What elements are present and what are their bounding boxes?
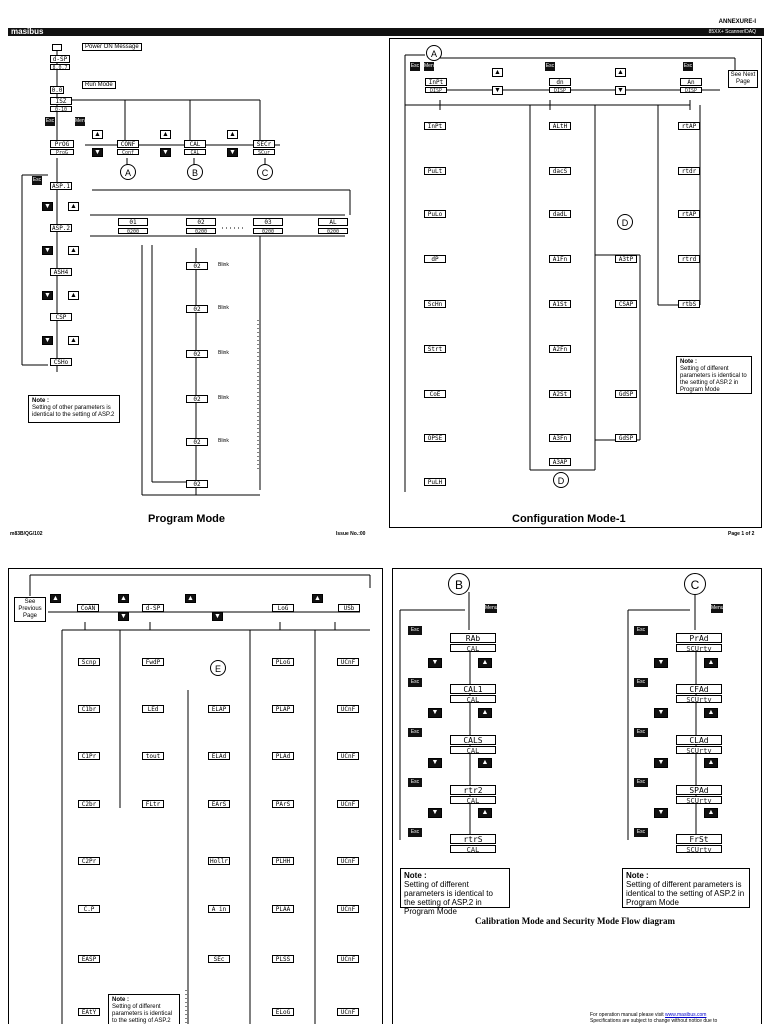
cfg2-col4-item: PLoG [272, 658, 294, 666]
up-key[interactable]: ▲ [50, 594, 61, 603]
down-key[interactable]: ▼ [42, 246, 53, 255]
cfg-col2-item: dacS [549, 167, 571, 175]
channel-03: 03 [253, 218, 283, 226]
cfg2-col4-item: PLHH [272, 857, 294, 865]
channel-al: AL [318, 218, 348, 226]
blink-label: Blink [218, 438, 229, 444]
chain-display: 02 [186, 480, 208, 488]
note-heading: Note : [404, 871, 427, 880]
cfg2-col5-item: UCnF [337, 752, 359, 760]
cfg-sub: DISP [425, 87, 447, 93]
cfg2-col4-item: PLSS [272, 955, 294, 963]
cfg2-col2-item: LEd [142, 705, 164, 713]
run-display: 0.0 [51, 87, 63, 94]
chain-display: 02 [186, 305, 208, 313]
menu-key[interactable]: Menu [75, 118, 88, 124]
blink-label: Blink [218, 262, 229, 268]
esc-key[interactable]: Esc [408, 678, 422, 687]
csho-display: CSHo [50, 358, 72, 366]
dsp-display: d-SP [50, 55, 70, 63]
cfg2-col5-item: UCnF [337, 705, 359, 713]
sec-sub: SCUrty [676, 746, 722, 754]
blink-label: Blink [218, 395, 229, 401]
cfg2-col1-item: C1br [78, 705, 100, 713]
sec-item: PrAd [676, 633, 722, 643]
down-key[interactable]: ▼ [42, 291, 53, 300]
channel-02: 02 [186, 218, 216, 226]
asp2-display: ASP.2 [51, 225, 71, 232]
isz-sub-display: 0-10 [50, 106, 72, 112]
csp-display: CSP [50, 313, 72, 321]
cal-sub: CAL [450, 845, 496, 853]
cfg-col1-item: PuLo [424, 210, 446, 218]
cfg-col3-item: rtbS [678, 300, 700, 308]
cfg-col4-item: A3tP [615, 255, 637, 263]
sec-sub: SCUrty [676, 845, 722, 853]
cfg-col2-item: A1Fn [549, 255, 571, 263]
esc-key[interactable]: Esc [634, 828, 648, 837]
cfg2-col2-item: FLtr [142, 800, 164, 808]
cfg-col1-item: dP [424, 255, 446, 263]
esc-key[interactable]: Esc [634, 626, 648, 635]
sec-sub: SCUrty [676, 695, 722, 703]
blink-label: Blink [218, 350, 229, 356]
program-mode-title: Program Mode [148, 513, 226, 525]
cfg2-col4-item: PLAd [272, 752, 294, 760]
cfg-col4-item: GdSP [615, 390, 637, 398]
up-key[interactable]: ▲ [478, 758, 492, 768]
cfg2-col5-item: UCnF [337, 905, 359, 913]
down-key[interactable]: ▼ [654, 808, 668, 818]
down-key[interactable]: ▼ [654, 658, 668, 668]
connector-d: D [553, 472, 569, 488]
see-next-page-box[interactable]: See Next Page [728, 70, 758, 88]
cfg2-col2-item: tout [142, 752, 164, 760]
cfg2-top-item: LoG [272, 604, 294, 612]
up-key[interactable]: ▲ [185, 594, 196, 603]
cfg2-col5-item: UCnF [337, 955, 359, 963]
cfg-col2-item: A3AP [549, 458, 571, 466]
brand-logo: masibus [11, 27, 44, 36]
esc-key[interactable]: Esc [410, 63, 420, 69]
cfg2-col1-item: Scnp [78, 658, 100, 666]
up-key[interactable]: ▲ [68, 291, 79, 300]
cfg2-col2-item: FwdP [142, 658, 164, 666]
cfg2-col3-item: Hollr [209, 858, 229, 865]
connector-e: E [210, 660, 226, 676]
channel-value: 0200 [253, 228, 283, 234]
cfg2-col4-item: PLAA [272, 905, 294, 913]
cfg2-col4-item: PArS [272, 800, 294, 808]
cfg-an-top: An [680, 78, 702, 86]
prog-display: PrOG [50, 140, 74, 148]
doc-code: m83B/QG/102 [10, 531, 43, 537]
cfg2-col5-item: UCnF [337, 800, 359, 808]
menu-key[interactable]: Menu [424, 63, 437, 69]
esc-key[interactable]: Esc [408, 626, 422, 635]
up-key[interactable]: ▲ [478, 658, 492, 668]
cfg2-col5-item: UCnF [337, 857, 359, 865]
power-on-label: Power ON Message [82, 43, 142, 51]
esc-key[interactable]: Esc [683, 63, 693, 69]
down-key[interactable]: ▼ [654, 708, 668, 718]
connector-a: A [426, 45, 442, 61]
note-body: Setting of different parameters is identical to the setting of ASP.2 in Program Mode [404, 880, 493, 916]
up-key[interactable]: ▲ [478, 708, 492, 718]
ash4-display: ASH4 [50, 268, 72, 276]
note-heading: Note : [112, 997, 129, 1003]
up-key[interactable]: ▲ [704, 658, 718, 668]
cfg2-col1-item: C2Pr [78, 857, 100, 865]
cfg-col1-item: PuLH [424, 478, 446, 486]
cfg-col2-item: ALtH [549, 122, 571, 130]
esc-key[interactable]: Esc [408, 828, 422, 837]
secr-display: SECr [253, 140, 275, 148]
cfg2-col3-item: ELAd [208, 752, 230, 760]
esc-key[interactable]: Esc [545, 63, 555, 69]
sec-item: CLAd [676, 735, 722, 745]
down-key[interactable]: ▼ [212, 612, 223, 621]
note-heading: Note : [32, 398, 49, 404]
cfg2-col1-item: EAtY [78, 1008, 100, 1016]
cfg2-col5-item: UCnF [337, 1008, 359, 1016]
up-key[interactable]: ▲ [68, 246, 79, 255]
chain-display: 02 [186, 395, 208, 403]
cfg2-top-item: CoAN [77, 604, 99, 612]
up-key[interactable]: ▲ [704, 808, 718, 818]
cfg2-col1-item: C2br [78, 800, 100, 808]
cfg-col2-item: dadL [549, 210, 571, 218]
cal-item: rtrS [450, 834, 496, 844]
run-mode-label: Run Mode [82, 81, 116, 89]
cfg-col1-item: InPt [424, 122, 446, 130]
configuration-mode-title: Configuration Mode-1 [512, 513, 626, 525]
up-key[interactable]: ▲ [160, 130, 171, 139]
up-key[interactable]: ▲ [68, 202, 79, 211]
cfg-inpt-top: InPt [425, 78, 447, 86]
cfg-col3-item: rtrd [678, 255, 700, 263]
dsp-sub-display: 8.0.7 [50, 64, 70, 70]
down-key[interactable]: ▼ [428, 808, 442, 818]
calibration-security-title: Calibration Mode and Security Mode Flow diagram [475, 916, 675, 926]
note-body: Setting of different parameters is identical to the setting of ASP.2 in Program Mode [626, 880, 745, 907]
cal-display: CAL [184, 140, 206, 148]
note-body: Setting of other parameters is identical to the setting of ASP.2 [32, 405, 115, 418]
esc-key[interactable]: Esc [45, 118, 55, 124]
note-body: Setting of different parameters is identical to the setting of ASP.2 in Program Mode [680, 366, 747, 393]
asp1-display: ASP.1 [51, 183, 71, 190]
sec-item: CFAd [676, 684, 722, 694]
cfg2-col5-item: UCnF [337, 658, 359, 666]
sec-item: SPAd [676, 785, 722, 795]
esc-key[interactable]: Esc [634, 778, 648, 787]
conf-sub-display: Conf [117, 149, 139, 155]
cal-sub: CAL [450, 644, 496, 652]
up-key[interactable]: ▲ [704, 708, 718, 718]
connector-c: C [684, 573, 706, 595]
note-heading: Note : [626, 871, 649, 880]
cfg2-col4-item: ELoG [272, 1008, 294, 1016]
down-key[interactable]: ▼ [160, 148, 171, 157]
cal-sub: CAL [450, 746, 496, 754]
down-key[interactable]: ▼ [428, 758, 442, 768]
down-key[interactable]: ▼ [42, 202, 53, 211]
esc-key[interactable]: Esc [408, 778, 422, 787]
channel-01: 01 [118, 218, 148, 226]
up-key[interactable]: ▲ [312, 594, 323, 603]
cfg-col2-item: A3Fn [549, 434, 571, 442]
security-note [622, 868, 750, 908]
up-key[interactable]: ▲ [704, 758, 718, 768]
connector-b: B [187, 164, 203, 180]
chain-display: 02 [186, 438, 208, 446]
esc-key[interactable]: Esc [634, 678, 648, 687]
esc-key[interactable]: Esc [634, 728, 648, 737]
cal-sub: CAL [450, 796, 496, 804]
footer-prefix: For operation manual please visit [590, 1012, 666, 1018]
channel-value: 0200 [118, 228, 148, 234]
cfg-col2-item: A1St [549, 300, 571, 308]
connector-b: B [448, 573, 470, 595]
cfg2-col3-item: SEc [208, 955, 230, 963]
cfg-col2-item: A2St [549, 390, 571, 398]
cfg2-col3-item: EArS [208, 800, 230, 808]
connector-d: D [617, 214, 633, 230]
annexure-label: ANNEXURE-I [718, 19, 756, 25]
esc-key[interactable]: Esc [408, 728, 422, 737]
cfg-col1-item: OPSE [424, 434, 446, 442]
cal-item: CAL1 [450, 684, 496, 694]
conf-display: CONF [117, 140, 139, 148]
cfg2-top-item: d-SP [142, 604, 164, 612]
sec-item: FrSt [676, 834, 722, 844]
issue-no: Issue No.:00 [336, 531, 366, 537]
blink-label: Blink [218, 305, 229, 311]
up-key[interactable]: ▲ [118, 594, 129, 603]
note-heading: Note : [680, 359, 697, 365]
cfg-col2-item: A2Fn [549, 345, 571, 353]
channel-value: 0200 [318, 228, 348, 234]
cfg-col3-item: rtAP [678, 210, 700, 218]
up-key[interactable]: ▲ [68, 336, 79, 345]
cfg-col1-item: ScHn [424, 300, 446, 308]
cfg2-col3-item: A in [208, 905, 230, 913]
cfg-col3-item: rtdr [678, 167, 700, 175]
down-key[interactable]: ▼ [492, 86, 503, 95]
cfg-col4-item: GdSP [615, 434, 637, 442]
prog-sub-display: ProG [50, 149, 74, 155]
cfg-dn-top: dn [549, 78, 571, 86]
note-body: Setting of different parameters is identical to the setting of ASP.2 [112, 1004, 173, 1024]
cal-item: rtr2 [450, 785, 496, 795]
up-key[interactable]: ▲ [478, 808, 492, 818]
cfg-sub: DISP [549, 87, 571, 93]
secr-sub-display: SCur [253, 149, 275, 155]
down-key[interactable]: ▼ [42, 336, 53, 345]
cfg2-col1-item: C1Pr [78, 752, 100, 760]
menu-key[interactable]: Menu [485, 605, 498, 611]
connector-c: C [257, 164, 273, 180]
esc-key[interactable]: Esc [32, 177, 42, 183]
channel-value: 0200 [186, 228, 216, 234]
down-key[interactable]: ▼ [92, 148, 103, 157]
isz-display: ISZ [50, 97, 72, 105]
up-key[interactable]: ▲ [615, 68, 626, 77]
down-key[interactable]: ▼ [428, 658, 442, 668]
see-previous-page-box[interactable]: See Previous Page [14, 597, 46, 622]
cal-sub: CAL [450, 695, 496, 703]
cfg-col1-item: PuLt [424, 167, 446, 175]
sec-sub: SCUrty [676, 644, 722, 652]
cfg-col4-item: CSAP [615, 300, 637, 308]
connector-a: A [120, 164, 136, 180]
cfg2-top-item: USb [338, 604, 360, 612]
cfg2-col1-item: C.P [78, 905, 100, 913]
cfg-col1-item: CoE [424, 390, 446, 398]
down-key[interactable]: ▼ [227, 148, 238, 157]
up-key[interactable]: ▲ [492, 68, 503, 77]
product-label: 85XX+ Scanner/DAQ [708, 29, 756, 35]
menu-key[interactable]: Menu [711, 605, 724, 611]
up-key[interactable]: ▲ [227, 130, 238, 139]
cfg2-col4-item: PLAP [272, 705, 294, 713]
cfg-col1-item: Strt [424, 345, 446, 353]
down-key[interactable]: ▼ [428, 708, 442, 718]
cal-item: CALS [450, 735, 496, 745]
sec-sub: SCUrty [676, 796, 722, 804]
calibration-note [400, 868, 510, 916]
footer-disclaimer: Specifications are subject to change without notice due to [590, 1018, 718, 1024]
cal-sub-display: CAL [184, 149, 206, 155]
down-key[interactable]: ▼ [615, 86, 626, 95]
cal-item: RAb [450, 633, 496, 643]
up-key[interactable]: ▲ [92, 130, 103, 139]
cfg-sub: DISP [680, 87, 702, 93]
website-link[interactable]: www.masibus.com [665, 1012, 707, 1018]
down-key[interactable]: ▼ [118, 612, 129, 621]
cfg2-col3-item: ELAP [208, 705, 230, 713]
cfg2-col1-item: EASP [78, 955, 100, 963]
cfg-col3-item: rtAP [678, 122, 700, 130]
page-number: Page 1 of 2 [728, 531, 755, 537]
chain-display: 02 [186, 262, 208, 270]
chain-display: 02 [186, 350, 208, 358]
down-key[interactable]: ▼ [654, 758, 668, 768]
